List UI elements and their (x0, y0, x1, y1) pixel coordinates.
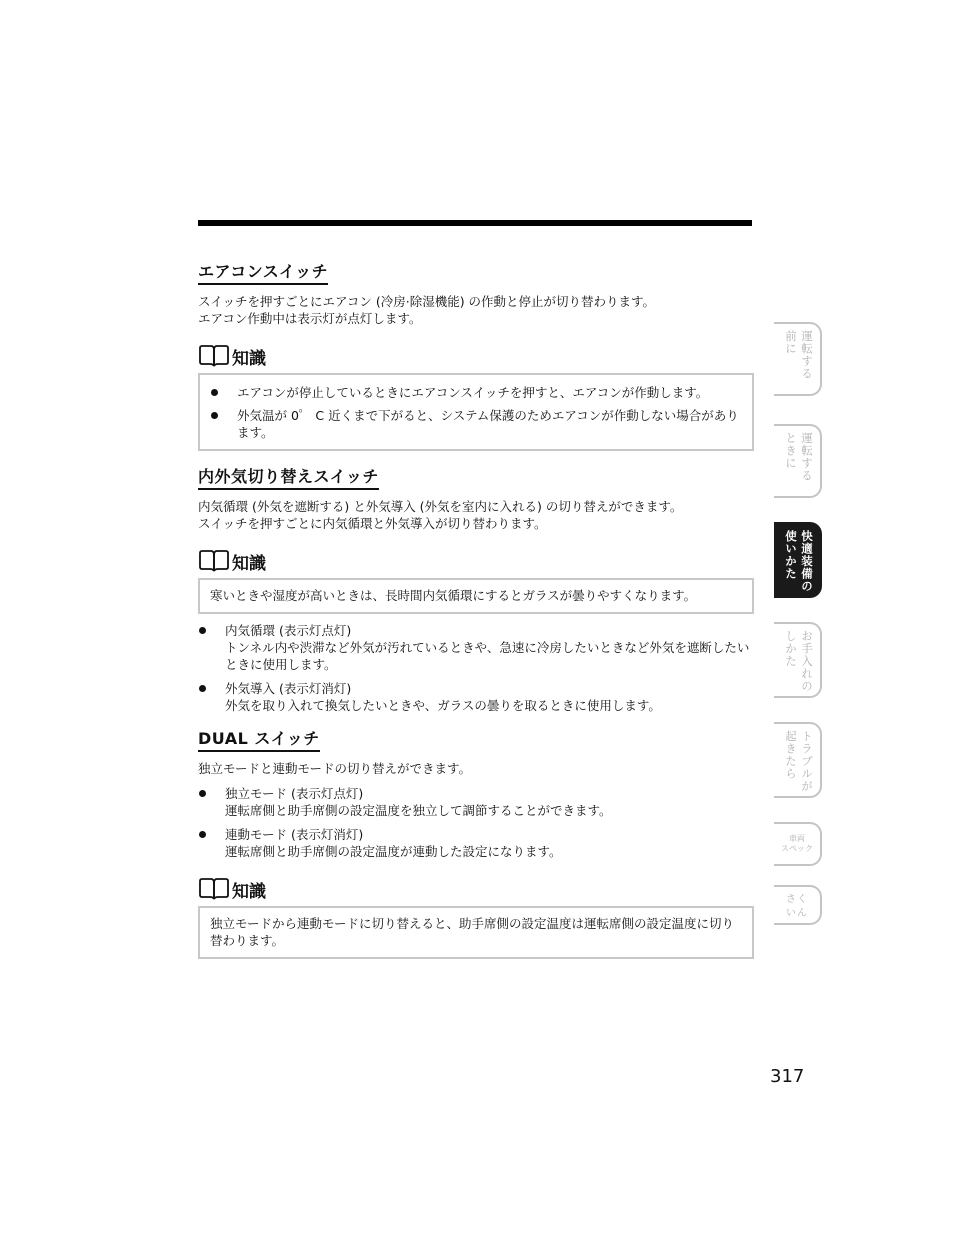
bullet-icon (211, 389, 218, 396)
knowledge-label: 知識 (232, 553, 266, 574)
list-item (198, 826, 754, 860)
book-icon (198, 549, 230, 573)
section-body-line: スイッチを押すごとにエアコン (冷房·除湿機能) の作動と停止が切り替わります。 (198, 294, 656, 309)
knowledge-label: 知識 (232, 348, 266, 369)
section-body-line: スイッチを押すごとに内気循環と外気導入が切り替わります。 (198, 516, 547, 531)
bullet-icon (199, 790, 206, 797)
list-item-text: トンネル内や渋滞など外気が汚れているときや、急速に冷房したいときなど外気を遮断したいときに使用します。 (225, 640, 750, 672)
knowledge-label: 知識 (232, 881, 266, 902)
knowledge-text: 独立モードから連動モードに切り替えると、助手席側の設定温度は運転席側の設定温度に切り替わります。 (210, 916, 735, 948)
knowledge-heading (198, 876, 754, 902)
tab-maintenance[interactable]: お手入れの しかた (774, 622, 822, 698)
section-body-line: エアコン作動中は表示灯が点灯します。 (198, 311, 422, 326)
knowledge-text: 寒いときや湿度が高いときは、長時間内気循環にするとガラスが曇りやすくなります。 (210, 588, 697, 603)
list-item-text: 運転席側と助手席側の設定温度を独立して調節することができます。 (225, 803, 612, 818)
list-item-head: 外気導入 (表示灯消灯) (225, 681, 352, 696)
knowledge-heading (198, 548, 754, 574)
top-rule (198, 220, 752, 226)
bullet-icon (199, 831, 206, 838)
list-item (198, 785, 754, 819)
page-content (198, 262, 754, 959)
book-icon (198, 344, 230, 368)
section-body-line: 独立モードと連動モードの切り替えができます。 (198, 761, 472, 776)
mode-list (198, 785, 754, 860)
mode-list (198, 622, 754, 714)
section-title-recirc: 内外気切り替えスイッチ (198, 467, 379, 490)
list-item-text: 外気を取り入れて換気したいときや、ガラスの曇りを取るときに使用します。 (225, 698, 661, 713)
section-title-aircon: エアコンスイッチ (198, 262, 328, 285)
tab-troubleshooting[interactable]: トラブルが 起きたら (774, 722, 822, 798)
section-body-line: 内気循環 (外気を遮断する) と外気導入 (外気を室内に入れる) の切り替えができます。 (198, 499, 683, 514)
tab-while-driving[interactable]: 運転する ときに (774, 424, 822, 498)
book-icon (198, 877, 230, 901)
knowledge-heading (198, 343, 754, 369)
list-item (198, 622, 754, 673)
bullet-icon (199, 627, 206, 634)
tab-index[interactable]: さく いん (774, 885, 822, 925)
list-item-text: 運転席側と助手席側の設定温度が連動した設定になります。 (225, 844, 562, 859)
section-title-dual: DUAL スイッチ (198, 729, 320, 752)
knowledge-box (198, 578, 754, 614)
bullet-icon (199, 685, 206, 692)
knowledge-box (198, 906, 754, 959)
list-item-head: 内気循環 (表示灯点灯) (225, 623, 352, 638)
knowledge-box (198, 373, 754, 451)
tab-comfort-equipment[interactable]: 快適装備の 使いかた (774, 522, 822, 598)
bullet-icon (211, 412, 218, 419)
knowledge-item: エアコンが停止しているときにエアコンスイッチを押すと、エアコンが作動します。 (210, 384, 742, 401)
tab-specifications[interactable]: 車両 スペック (774, 822, 822, 866)
knowledge-item: 外気温が 0゜ C 近くまで下がると、システム保護のためエアコンが作動しない場合があります。 (210, 407, 742, 441)
list-item-head: 連動モード (表示灯消灯) (225, 827, 364, 842)
list-item-head: 独立モード (表示灯点灯) (225, 786, 364, 801)
list-item (198, 680, 754, 714)
page-number: 317 (770, 1066, 805, 1087)
tab-before-driving[interactable]: 運転する 前に (774, 322, 822, 396)
